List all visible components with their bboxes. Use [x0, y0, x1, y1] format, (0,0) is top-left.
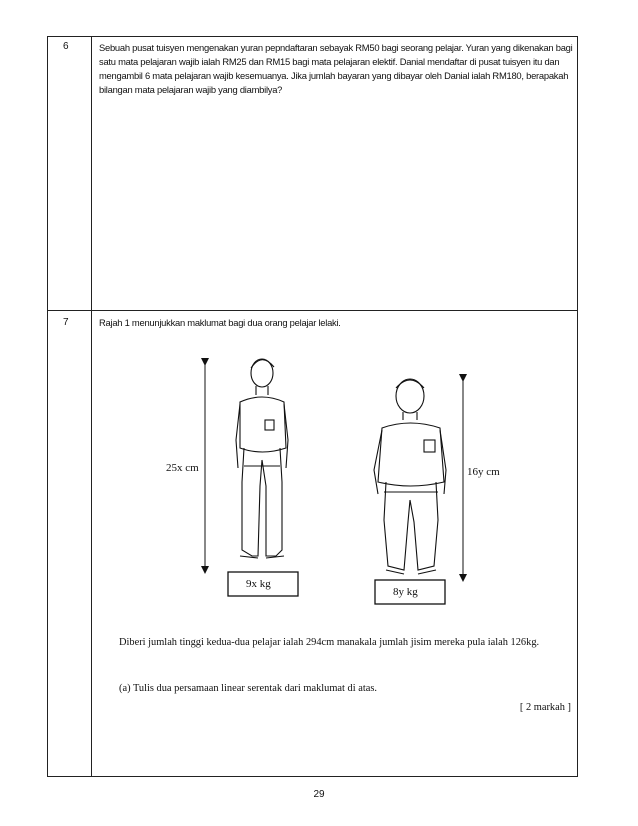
diagram-two-students [150, 350, 520, 610]
question-6-text: Sebuah pusat tuisyen mengenakan yuran pepndaftaran sebayak RM50 bagi seorang pelajar. Yuran yang dikenakan bagi satu mata pelajaran wajib ialah RM25 dan RM15 bagi mata pelajaran elektif. Danial mendaftar di pusat tuisyen itu dan mengambil 6 mata pelajaran wajib kesemuanya. Jika jumlah bayaran yang dibayar oleh Danial ialah RM180, berapakah bilangan mata pelajaran wajib yang diambilya? [99, 42, 573, 95]
question-7-number: 7 [63, 317, 69, 328]
question-6-number: 6 [63, 41, 69, 52]
row-divider [48, 310, 577, 311]
right-weight-label: 8y kg [393, 586, 418, 598]
column-divider [91, 37, 92, 776]
question-7-marks: [ 2 markah ] [519, 702, 571, 713]
left-weight-label: 9x kg [246, 578, 271, 590]
question-7-text: Rajah 1 menunjukkan maklumat bagi dua orang pelajar lelaki. [99, 317, 341, 328]
left-height-label: 25x cm [166, 462, 199, 474]
left-student-figure [236, 359, 288, 558]
question-7-given: Diberi jumlah tinggi kedua-dua pelajar ialah 294cm manakala jumlah jisim mereka pula ialah 126kg. [119, 637, 540, 648]
page-number: 29 [313, 789, 325, 800]
right-student-figure [374, 379, 446, 574]
question-7-part-a: (a) Tulis dua persamaan linear serentak dari maklumat di atas. [119, 683, 377, 694]
right-height-label: 16y cm [467, 466, 500, 478]
